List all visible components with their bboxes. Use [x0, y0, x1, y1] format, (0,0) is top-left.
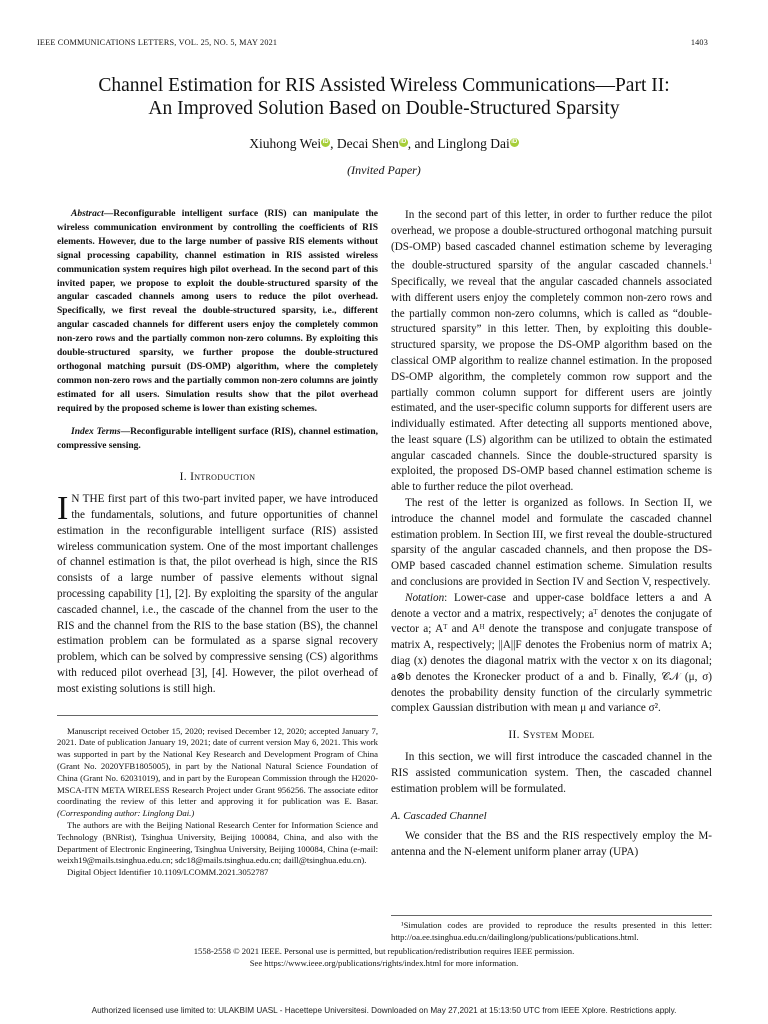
- copyright-notice: [40, 946, 728, 969]
- corresponding-author: (Corresponding author: Linglong Dai.): [57, 808, 195, 819]
- overview-text-cont: Specifically, we reveal that the angular cascaded channels associated with different users enjoy the completely common non-zero rows and the partially common non-zero columns, which is called as “double-structured sparsity” in this letter. Then, by exploiting this double-structured sparsity, we propose the DS-OMP algorithm based on the classical OMP algorithm to realize channel estimation. In the proposed DS-OMP algorithm, the completely common row support and the partially common column support for different users are jointly estimated, and the user-specific column supports for different users are individually estimated. After detecting all supports mentioned above, the least square (LS) algorithm can be utilized to obtain the estimated angular cascaded channels. Since the double-structured sparsity is exploited, the proposed DS-OMP based channel estimation scheme is able to further reduce the pilot overhead.: [391, 275, 712, 494]
- journal-header: IEEE COMMUNICATIONS LETTERS, VOL. 25, NO. 5, MAY 2021: [37, 38, 278, 47]
- author-3[interactable]: Linglong Dai: [437, 136, 510, 151]
- section-title: Introduction: [190, 471, 256, 484]
- paper-title: [40, 74, 728, 120]
- manuscript-text: Manuscript received October 15, 2020; revised December 12, 2020; accepted January 7, 2021. Date of publication January 19, 2021; date of current version May 6, 2021. This work was supported in part by the National Key Research and Development Program of China (Grant No. 2020YFB1805005), in part by the National Natural Science Foundation of China (Grant No. 62031019), and in part by the European Commission through the H2020-MSCA-ITN META WIRELESS Research Project under Grant 956256. The associate editor coordinating the review of this letter and approving it for publication was E. Basar.: [57, 725, 378, 807]
- index-terms-text: —Reconfigurable intelligent surface (RIS), channel estimation, compressive sensing.: [57, 426, 378, 451]
- affiliation-note: The authors are with the Beijing National Research Center for Information Science and Technology (BNRist), Tsinghua University, Beijing 100084, China, and also with the Department of Electronic Engineering, Tsinghua University, Beijing 100084, China (e-mail: weixh19@mails.tsinghua.edu.cn; sdc18@mails.tsinghua.edu.cn; daill@tsinghua.edu.cn).: [57, 819, 378, 866]
- right-column: [391, 208, 712, 861]
- author-1[interactable]: Xiuhong Wei: [249, 136, 322, 151]
- doi-note[interactable]: Digital Object Identifier 10.1109/LCOMM.2021.3052787: [67, 867, 269, 878]
- title-line-1: Channel Estimation for RIS Assisted Wireless Communications—Part II:: [98, 75, 670, 96]
- paragraph-system-intro: In this section, we will first introduce the cascaded channel in the RIS assisted communication system. Then, the cascaded channel estimation problem will be formulated.: [391, 751, 712, 795]
- notation-label: Notation: [405, 591, 445, 604]
- section-heading-1: [57, 470, 378, 486]
- index-terms: [57, 426, 378, 454]
- orcid-icon[interactable]: iD: [400, 138, 407, 145]
- license-footer: Authorized licensed use limited to: ULAKBIM UASL - Hacettepe Universitesi. Downloaded on May 27,2021 at 15:13:50 UTC from IEEE Xplore. Restrictions apply.: [91, 1006, 677, 1015]
- abstract-text: —Reconfigurable intelligent surface (RIS) can manipulate the wireless communication environment by controlling the coefficients of RIS elements. However, due to the large number of passive RIS elements without signal processing capability, channel estimation in RIS assisted wireless communication system requires high pilot overhead. In the second part of this invited paper, we propose to exploit the double-structured sparsity of the angular cascaded channels among users to reduce the pilot overhead. Specifically, we first reveal the double-structured sparsity, i.e., different angular cascaded channels for different users enjoy the completely common non-zero rows and the partially common non-zero columns. By exploiting this double-structured sparsity, we further propose the double-structured orthogonal matching pursuit (DS-OMP) algorithm, where the completely common non-zero rows and the partially common non-zero columns are jointly estimated for all users. Simulation results show that the pilot overhead required by the proposed scheme is lower than existing schemes.: [57, 209, 378, 414]
- section-title: System Model: [523, 729, 595, 742]
- author-list: [40, 136, 728, 152]
- intro-paragraph: [57, 492, 378, 697]
- author-separator: ,: [330, 136, 337, 151]
- dropcap: I: [57, 490, 69, 528]
- footnote-block-left: [57, 715, 378, 879]
- paragraph-overview: [391, 208, 712, 496]
- orcid-icon[interactable]: iD: [511, 138, 518, 145]
- abstract: [57, 208, 378, 417]
- overview-text: In the second part of this letter, in order to further reduce the pilot overhead, we propose a double-structured orthogonal matching pursuit (DS-OMP) based cascaded channel estimation scheme by leveraging the double-structured sparsity of the angular cascaded channels.: [391, 209, 712, 273]
- left-column: [57, 208, 378, 879]
- copyright-line-1: 1558-2558 © 2021 IEEE. Personal use is permitted, but republication/redistribution requires IEEE permission.: [193, 946, 575, 956]
- paragraph-organization: The rest of the letter is organized as follows. In Section II, we introduce the channel model and formulate the cascaded channel estimation problem. In Section III, we first reveal the double-structured sparsity of the angular cascaded channels, and then propose the DS-OMP based cascaded channel estimation scheme. Simulation results and conclusions are provided in Section IV and Section V, respectively.: [391, 497, 712, 589]
- subsection-heading: A. Cascaded Channel: [391, 810, 487, 823]
- abstract-label: Abstract: [71, 209, 104, 219]
- paragraph-notation: [391, 591, 712, 717]
- footnote-right[interactable]: ¹Simulation codes are provided to reproduce the results presented in this letter: http://oa.ee.tsinghua.edu.cn/dailinglong/publications/publications.html.: [391, 915, 712, 944]
- title-line-2: An Improved Solution Based on Double-Structured Sparsity: [148, 98, 620, 119]
- page-number: 1403: [690, 38, 708, 47]
- manuscript-note: [57, 726, 378, 820]
- copyright-line-2[interactable]: See https://www.ieee.org/publications/rights/index.html for more information.: [249, 957, 519, 968]
- section-heading-2: [391, 728, 712, 744]
- footnote-ref[interactable]: 1: [708, 258, 712, 267]
- author-2[interactable]: Decai Shen: [336, 136, 399, 151]
- index-terms-label: Index Terms: [71, 426, 121, 437]
- section-number: I.: [179, 471, 187, 484]
- intro-text: N THE first part of this two-part invited paper, we have introduced the fundamentals, solutions, and future opportunities of channel estimation in the reconfigurable intelligent surface (RIS) assisted wireless communication system. One of the most important challenges of channel estimation is that, the pilot overhead is high, since the RIS consists of a large number of passive elements without signal processing capability [1], [2]. By exploiting the sparsity of the angular cascaded channel, i.e., the cascade of the channel from the user to the RIS and the channel from the RIS to the base station (BS), the channel estimation problem can be formulated as a sparse signal recovery problem, which can be solved by compressive sensing (CS) algorithms with reduced pilot overhead [3], [4]. However, the pilot overhead of most existing solutions is still high.: [57, 493, 378, 695]
- section-number: II.: [508, 729, 520, 742]
- notation-text: : Lower-case and upper-case boldface letters a and A denote a vector and a matrix, respectively; aᵀ denotes the conjugate of vector a; Aᵀ and Aᴴ denote the transpose and conjugate transpose of matrix A, respectively; ||A||F denotes the Frobenius norm of matrix A; diag (x) denotes the diagonal matrix with the vector x on its diagonal; a⊗b denotes the Kronecker product of a and b. Finally, 𝒞𝒩 (μ, σ) denotes the probability density function of the circularly symmetric complex Gaussian distribution with mean μ and variance σ².: [391, 591, 712, 715]
- author-separator: , and: [407, 136, 438, 151]
- paper-type: (Invited Paper): [347, 163, 421, 177]
- paragraph-cascaded: We consider that the BS and the RIS respectively employ the M-antenna and the N-element uniform planer array (UPA): [391, 830, 712, 859]
- orcid-icon[interactable]: iD: [322, 138, 329, 145]
